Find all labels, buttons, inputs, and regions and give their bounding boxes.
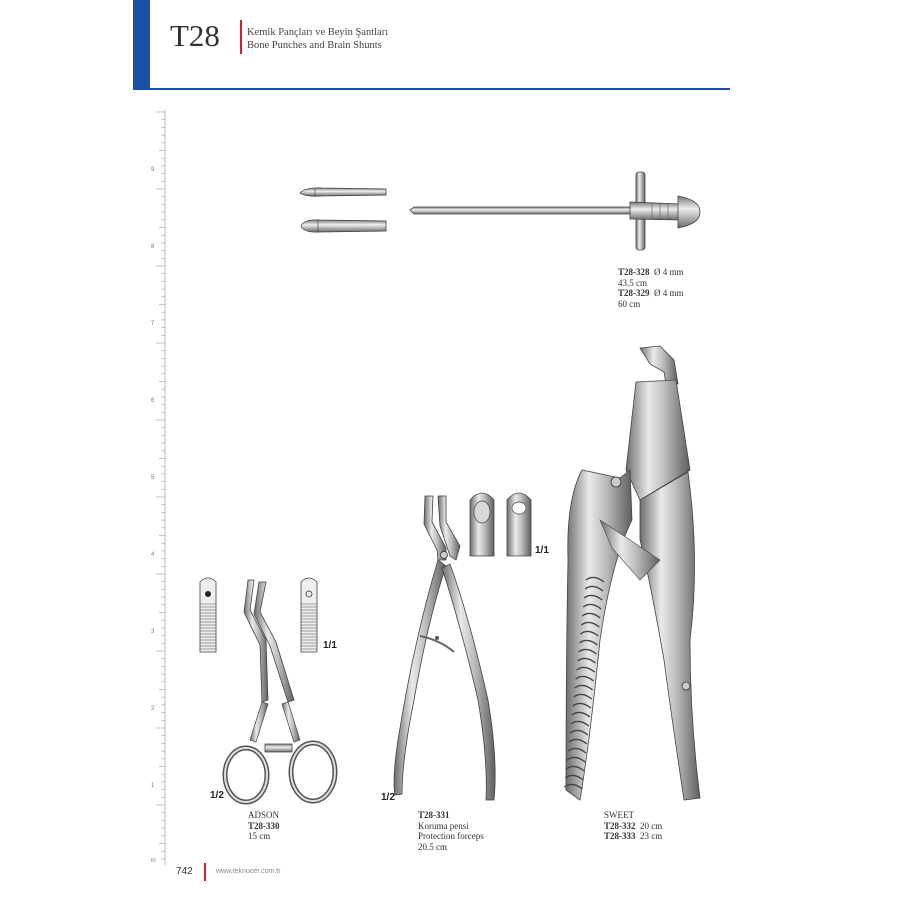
scale-label: 1/1 [323, 640, 337, 651]
product-size: 20 cm [640, 820, 663, 831]
protection-tip-detail-2 [507, 493, 531, 556]
product-name-tr: Koruma pensi [418, 820, 469, 831]
ruler-unit: in [151, 858, 156, 864]
protection-label [418, 810, 484, 852]
ruler-number: 9 [151, 167, 155, 173]
footer-separator [204, 863, 206, 881]
sweet-label [604, 810, 662, 842]
sweet-bone-punch [564, 346, 700, 800]
section-title-tr: Kemik Pançları ve Beyin Şantları [247, 27, 389, 38]
product-code: T28-333 [604, 831, 636, 841]
product-size: 23 cm [640, 831, 663, 841]
adson-label [248, 810, 280, 842]
product-name-en: Protection forceps [418, 831, 484, 841]
product-code: T28-331 [418, 810, 450, 820]
ruler-number: 4 [151, 552, 155, 558]
footer-url: www.teknocer.com.tr [216, 868, 281, 875]
product-name: SWEET [604, 810, 634, 820]
product-code: T28-330 [248, 820, 280, 831]
adson-forceps [225, 580, 335, 802]
scale-label: 1/2 [210, 790, 224, 801]
product-size: 43.5 cm [618, 277, 647, 288]
product-size: 60 cm [618, 298, 641, 309]
protection-tip-detail-1 [470, 493, 494, 556]
shunt-tip-detail-1 [300, 188, 386, 196]
product-spec: Ø 4 mm [654, 288, 684, 298]
product-size: 15 cm [248, 831, 271, 841]
shunt-tip-detail-2 [301, 220, 386, 232]
ruler-number: 8 [151, 244, 155, 250]
ruler-number: 5 [151, 475, 155, 481]
ruler-number: 2 [151, 706, 155, 712]
product-code: T28-329 [618, 288, 650, 298]
product-spec: Ø 4 mm [654, 267, 684, 277]
ruler-number: 3 [151, 629, 155, 635]
ruler-number: 6 [151, 398, 155, 404]
product-code: T28-332 [604, 820, 636, 831]
section-title-en: Bone Punches and Brain Shunts [247, 40, 382, 51]
brain-shunt-instrument [410, 172, 700, 250]
section-code: T28 [170, 18, 220, 53]
ruler-number: 7 [151, 321, 155, 327]
scale-label: 1/2 [381, 792, 395, 803]
shunt-label [618, 267, 684, 309]
ruler-number: 1 [151, 783, 155, 789]
adson-tip-detail-1 [200, 578, 216, 652]
product-size: 20.5 cm [418, 841, 447, 852]
product-code: T28-328 [618, 267, 650, 277]
page-number: 742 [176, 866, 193, 877]
product-name: ADSON [248, 810, 280, 820]
adson-tip-detail-2 [301, 578, 317, 652]
scale-label: 1/1 [535, 545, 549, 556]
